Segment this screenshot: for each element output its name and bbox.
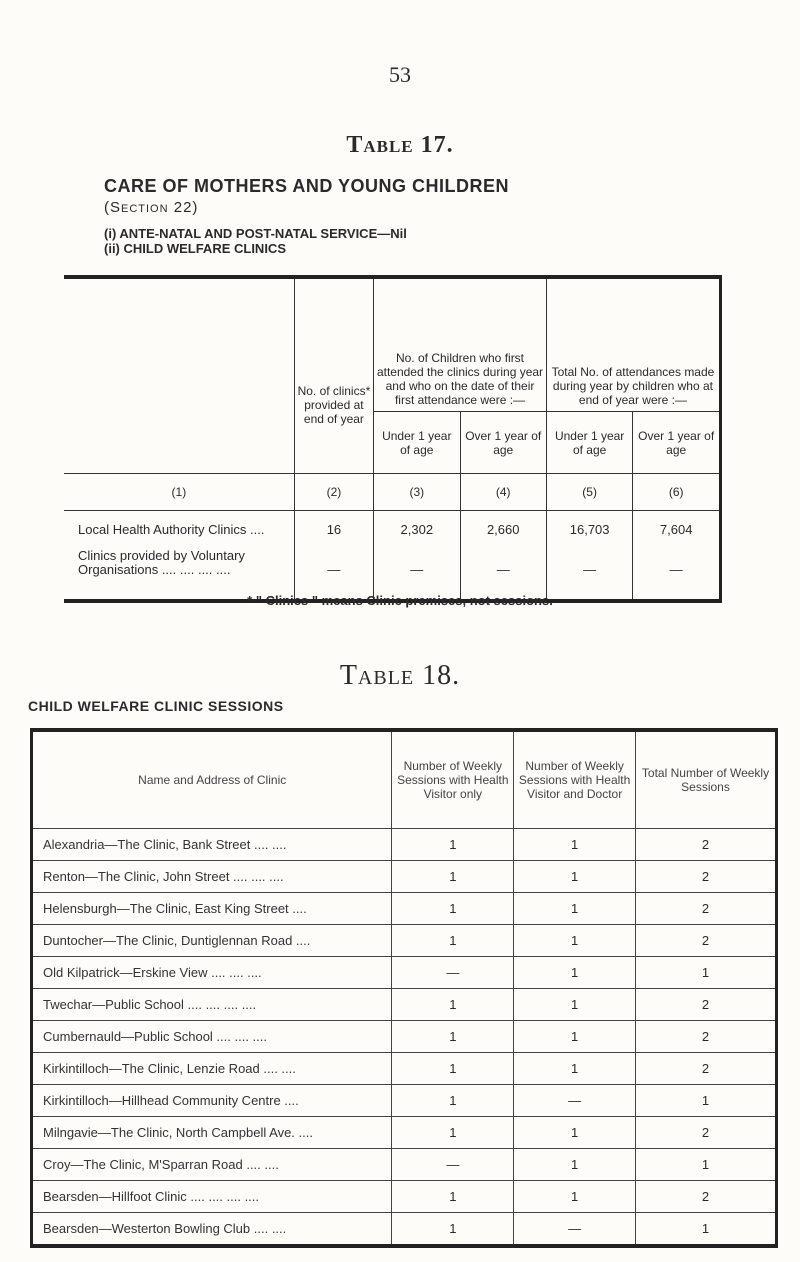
cell-value: — bbox=[327, 562, 341, 577]
header-over-1-children: Over 1 year of age bbox=[460, 412, 546, 474]
column-number: (2) bbox=[294, 474, 373, 511]
clinic-name-cell: Helensburgh—The Clinic, East King Street .... bbox=[32, 893, 392, 925]
cell-value: — bbox=[496, 562, 510, 577]
row-label bbox=[64, 511, 294, 602]
session-count-cell: 1 bbox=[514, 1053, 636, 1085]
session-count-cell: 1 bbox=[392, 893, 514, 925]
table-row bbox=[32, 1181, 777, 1213]
clinic-name-cell: Kirkintilloch—The Clinic, Lenzie Road .... .... bbox=[32, 1053, 392, 1085]
cell-attendances-under-1 bbox=[546, 511, 632, 602]
table-18-title: Table 18. bbox=[339, 660, 461, 691]
clinic-name-cell: Duntocher—The Clinic, Duntiglennan Road .... bbox=[32, 925, 392, 957]
session-count-cell: — bbox=[392, 957, 514, 989]
cell-clinics bbox=[294, 511, 373, 602]
clinic-name-cell: Cumbernauld—Public School .... .... .... bbox=[32, 1021, 392, 1053]
session-count-cell: 1 bbox=[636, 1213, 777, 1247]
section-reference: (Section 22) bbox=[104, 199, 199, 216]
column-number: (4) bbox=[460, 474, 546, 511]
subheading-child-welfare: (ii) CHILD WELFARE CLINICS bbox=[104, 241, 286, 256]
column-number: (3) bbox=[374, 474, 460, 511]
column-number: (5) bbox=[546, 474, 632, 511]
header-clinics-count: No. of clinics* provided at end of year bbox=[294, 277, 373, 474]
session-count-cell: 1 bbox=[392, 861, 514, 893]
table-row bbox=[32, 925, 777, 957]
session-count-cell: 1 bbox=[392, 1053, 514, 1085]
session-count-cell: — bbox=[514, 1213, 636, 1247]
clinic-name-cell: Croy—The Clinic, M'Sparran Road .... .... bbox=[32, 1149, 392, 1181]
header-over-1-attendances: Over 1 year of age bbox=[633, 412, 721, 474]
header-clinic-name: Name and Address of Clinic bbox=[32, 730, 392, 829]
clinic-name-cell: Renton—The Clinic, John Street .... .... .... bbox=[32, 861, 392, 893]
session-count-cell: 2 bbox=[636, 925, 777, 957]
session-count-cell: 1 bbox=[392, 829, 514, 861]
header-children-first-attended: No. of Children who first attended the clinics during year and who on the date of their first attendance were :— bbox=[374, 277, 547, 412]
clinic-name-cell: Kirkintilloch—Hillhead Community Centre .... bbox=[32, 1085, 392, 1117]
header-hv-doctor: Number of Weekly Sessions with Health Visitor and Doctor bbox=[514, 730, 636, 829]
session-count-cell: 1 bbox=[392, 1085, 514, 1117]
clinic-name-cell: Bearsden—Westerton Bowling Club .... .... bbox=[32, 1213, 392, 1247]
row-label-local: Local Health Authority Clinics .... bbox=[78, 522, 265, 537]
session-count-cell: 1 bbox=[636, 1085, 777, 1117]
cell-value: 16 bbox=[326, 522, 342, 537]
table-row bbox=[32, 893, 777, 925]
session-count-cell: 1 bbox=[514, 1181, 636, 1213]
table-18-header-row bbox=[32, 730, 777, 829]
subheading-ante-natal: (i) ANTE-NATAL AND POST-NATAL SERVICE—Nil bbox=[104, 226, 407, 241]
session-count-cell: 1 bbox=[392, 1181, 514, 1213]
clinic-name-cell: Twechar—Public School .... .... .... .... bbox=[32, 989, 392, 1021]
session-count-cell: 2 bbox=[636, 861, 777, 893]
table-17-header-row bbox=[64, 277, 721, 412]
clinic-name-cell: Old Kilpatrick—Erskine View .... .... .... bbox=[32, 957, 392, 989]
session-count-cell: 1 bbox=[636, 1149, 777, 1181]
session-count-cell: 1 bbox=[514, 989, 636, 1021]
table-18-body bbox=[32, 829, 777, 1247]
cell-value: — bbox=[669, 562, 683, 577]
session-count-cell: 2 bbox=[636, 829, 777, 861]
session-count-cell: 1 bbox=[392, 1021, 514, 1053]
column-number: (1) bbox=[64, 474, 294, 511]
clinic-name-cell: Milngavie—The Clinic, North Campbell Ave. .... bbox=[32, 1117, 392, 1149]
table-17-title: Table 17. bbox=[346, 132, 454, 158]
session-count-cell: 2 bbox=[636, 1181, 777, 1213]
header-total-attendances: Total No. of attendances made during year by children who at end of year were :— bbox=[546, 277, 720, 412]
header-under-1-attendances: Under 1 year of age bbox=[546, 412, 632, 474]
header-blank-cell bbox=[64, 277, 294, 474]
cell-value: 2,302 bbox=[400, 522, 434, 537]
cell-children-over-1 bbox=[460, 511, 546, 602]
session-count-cell: 1 bbox=[392, 1117, 514, 1149]
header-under-1-children: Under 1 year of age bbox=[374, 412, 460, 474]
session-count-cell: 1 bbox=[392, 925, 514, 957]
session-count-cell: 2 bbox=[636, 989, 777, 1021]
table-row bbox=[64, 511, 721, 602]
cell-value: 2,660 bbox=[486, 522, 520, 537]
session-count-cell: 1 bbox=[392, 1213, 514, 1247]
clinic-name-cell: Bearsden—Hillfoot Clinic .... .... .... .... bbox=[32, 1181, 392, 1213]
cell-value: — bbox=[410, 562, 424, 577]
table-row bbox=[32, 989, 777, 1021]
session-count-cell: 2 bbox=[636, 1021, 777, 1053]
table-17-heading: CARE OF MOTHERS AND YOUNG CHILDREN bbox=[104, 176, 510, 196]
cell-value: 16,703 bbox=[569, 522, 610, 537]
table-row bbox=[32, 1085, 777, 1117]
cell-value: 7,604 bbox=[659, 522, 693, 537]
session-count-cell: 1 bbox=[392, 989, 514, 1021]
session-count-cell: 1 bbox=[514, 1149, 636, 1181]
table-18 bbox=[30, 728, 778, 1248]
session-count-cell: 2 bbox=[636, 1053, 777, 1085]
session-count-cell: 2 bbox=[636, 893, 777, 925]
session-count-cell: 1 bbox=[514, 1021, 636, 1053]
table-row bbox=[32, 1053, 777, 1085]
session-count-cell: 2 bbox=[636, 1117, 777, 1149]
session-count-cell: 1 bbox=[514, 925, 636, 957]
cell-attendances-over-1 bbox=[633, 511, 721, 602]
header-total-sessions: Total Number of Weekly Sessions bbox=[636, 730, 777, 829]
page-number: 53 bbox=[389, 62, 411, 87]
clinic-name-cell: Alexandria—The Clinic, Bank Street .... .... bbox=[32, 829, 392, 861]
table-18-heading: CHILD WELFARE CLINIC SESSIONS bbox=[28, 698, 284, 714]
session-count-cell: — bbox=[392, 1149, 514, 1181]
session-count-cell: 1 bbox=[514, 861, 636, 893]
table-row bbox=[32, 1213, 777, 1247]
session-count-cell: — bbox=[514, 1085, 636, 1117]
session-count-cell: 1 bbox=[514, 829, 636, 861]
column-number: (6) bbox=[633, 474, 721, 511]
session-count-cell: 1 bbox=[636, 957, 777, 989]
table-row bbox=[32, 861, 777, 893]
row-label-voluntary: Clinics provided by Voluntary Organisations .... .... .... .... bbox=[78, 548, 245, 577]
footnote: * " Clinics " means Clinic premises, not sessions. bbox=[247, 593, 553, 608]
table-row bbox=[32, 1021, 777, 1053]
header-hv-only: Number of Weekly Sessions with Health Visitor only bbox=[392, 730, 514, 829]
table-17 bbox=[64, 275, 722, 603]
cell-children-under-1 bbox=[374, 511, 460, 602]
session-count-cell: 1 bbox=[514, 893, 636, 925]
table-row bbox=[32, 1149, 777, 1181]
cell-value: — bbox=[583, 562, 597, 577]
table-row bbox=[32, 829, 777, 861]
session-count-cell: 1 bbox=[514, 1117, 636, 1149]
table-row bbox=[32, 1117, 777, 1149]
column-number-row bbox=[64, 474, 721, 511]
table-row bbox=[32, 957, 777, 989]
session-count-cell: 1 bbox=[514, 957, 636, 989]
